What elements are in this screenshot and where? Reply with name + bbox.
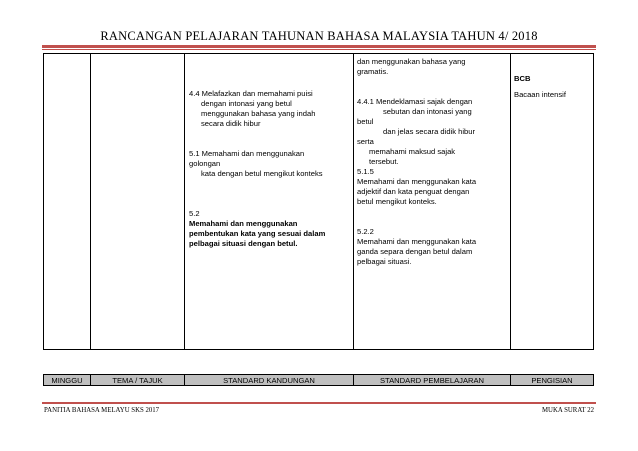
text-line: 5.1 Memahami dan menggunakan (189, 149, 305, 158)
pengisian-text: Bacaan intensif (514, 90, 566, 99)
text-line (357, 217, 507, 227)
text-line (189, 189, 349, 199)
text-line (189, 179, 349, 189)
text-line: dan jelas secara didik hibur (383, 127, 476, 136)
document-title: RANCANGAN PELAJARAN TAHUNAN BAHASA MALAYSIA TAHUN 4/ 2018 (100, 29, 538, 43)
text-line: 4.4.1 Mendeklamasi sajak dengan (357, 97, 473, 106)
text-line: ganda separa dengan betul dalam (357, 247, 473, 256)
text-line: Memahami dan menggunakan kata (357, 237, 477, 246)
text-line: Memahami dan menggunakan (189, 219, 298, 228)
text-line: 5.1.5 (357, 167, 374, 176)
standard-kandungan-cell (189, 89, 349, 249)
col-divider-kandungan (353, 54, 354, 349)
text-line: memahami maksud sajak (369, 147, 456, 156)
text-line: serta (357, 137, 374, 146)
content-table (43, 53, 594, 350)
text-line (189, 139, 349, 149)
header-pengisian: PENGISIAN (531, 376, 573, 385)
text-line: dan menggunakan bahasa yang (357, 57, 466, 66)
text-line: 5.2 (189, 209, 200, 218)
text-line: betul (357, 117, 374, 126)
text-line: gramatis. (357, 67, 389, 76)
standard-pembelajaran-cell (357, 57, 507, 267)
text-line: dengan intonasi yang betul (201, 99, 292, 108)
table-header-row (43, 374, 594, 386)
header-standard-pembelajaran: STANDARD PEMBELAJARAN (379, 376, 485, 385)
text-line: kata dengan betul mengikut konteks (201, 169, 323, 178)
text-line (189, 129, 349, 139)
text-line: 4.4 Melafazkan dan memahami puisi (189, 89, 313, 98)
text-line: adjektif dan kata penguat dengan (357, 187, 470, 196)
footer-rule (42, 402, 596, 404)
col-divider-tema (184, 54, 185, 349)
col-divider-pembelajaran (510, 54, 511, 349)
text-line (189, 199, 349, 209)
title-rule-thin (42, 49, 596, 50)
text-line: menggunakan bahasa yang indah (201, 109, 316, 118)
title-rule-thick (42, 45, 596, 48)
text-line: golongan (189, 159, 221, 168)
pengisian-cell (514, 74, 592, 100)
footer-page-number: MUKA SURAT 22 (542, 407, 594, 414)
text-line: secara didik hibur (201, 119, 261, 128)
text-line: pembentukan kata yang sesuai dalam (189, 229, 326, 238)
text-line (357, 87, 507, 97)
text-line: Memahami dan menggunakan kata (357, 177, 477, 186)
header-tema: TEMA / TAJUK (112, 376, 163, 385)
text-line: pelbagai situasi. (357, 257, 412, 266)
pengisian-heading: BCB (514, 74, 531, 83)
col-divider-minggu (90, 54, 91, 349)
text-line: sebutan dan intonasi yang (383, 107, 472, 116)
text-line (357, 207, 507, 217)
header-minggu: MINGGU (51, 376, 83, 385)
text-line: betul mengikut konteks. (357, 197, 437, 206)
text-line: tersebut. (369, 157, 399, 166)
text-line (357, 77, 507, 87)
header-standard-kandungan: STANDARD KANDUNGAN (223, 376, 315, 385)
footer-left: PANITIA BAHASA MELAYU SKS 2017 (44, 407, 160, 414)
text-line: 5.2.2 (357, 227, 374, 236)
text-line: pelbagai situasi dengan betul. (189, 239, 298, 248)
